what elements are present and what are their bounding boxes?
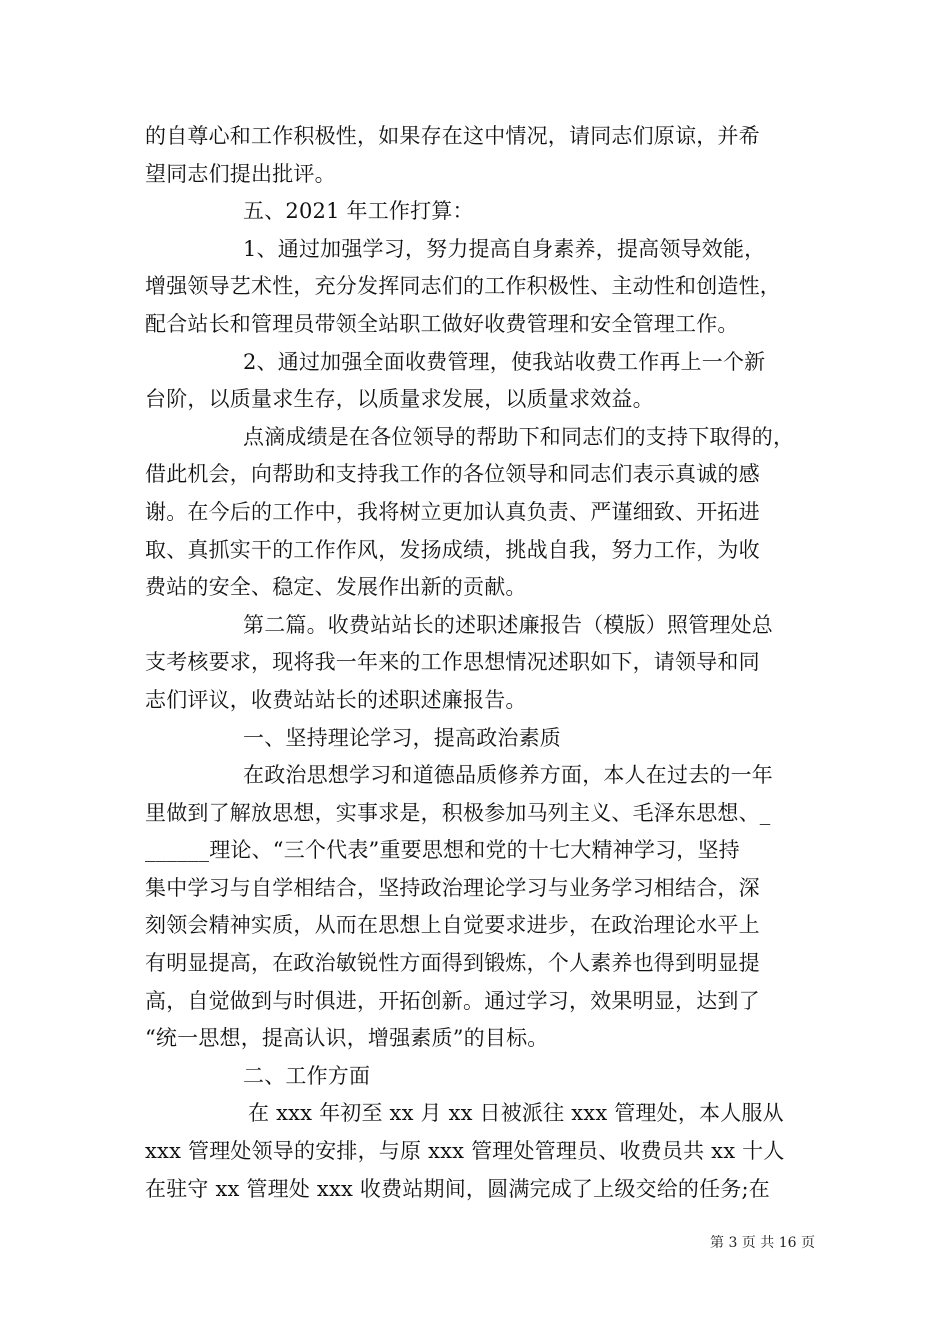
text-line: 望同志们提出批评。 xyxy=(145,161,336,186)
text-line: 配合站长和管理员带领全站职工做好收费管理和安全管理工作。 xyxy=(145,311,739,336)
text-line: 志们评议，收费站站长的述职述廉报告。 xyxy=(145,687,527,712)
text-line: 在 xxx 年初至 xx 月 xx 日被派往 xxx 管理处，本人服从 xyxy=(248,1101,784,1126)
section-heading: 五、2021 年工作打算： xyxy=(243,199,474,224)
text-line: 取、真抓实干的工作作风，发扬成绩，挑战自我，努力工作，为收 xyxy=(145,537,760,562)
page-number: 第 3 页 共 16 页 xyxy=(710,1235,815,1251)
text-line: 谢。在今后的工作中，我将树立更加认真负责、严谨细致、开拓进 xyxy=(145,499,760,524)
text-line: 台阶，以质量求生存，以质量求发展，以质量求效益。 xyxy=(145,387,654,412)
text-line: 费站的安全、稳定、发展作出新的贡献。 xyxy=(145,575,527,600)
text-line: 集中学习与自学相结合，坚持政治理论学习与业务学习相结合，深 xyxy=(145,875,760,900)
text-line: 支考核要求，现将我一年来的工作思想情况述职如下，请领导和同 xyxy=(145,650,760,675)
text-line: 在政治思想学习和道德品质修养方面，本人在过去的一年 xyxy=(243,763,773,788)
text-line: “统一思想，提高认识，增强素质”的目标。 xyxy=(145,1026,549,1051)
text-line: 有明显提高，在政治敏锐性方面得到锻炼，个人素养也得到明显提 xyxy=(145,951,760,976)
text-line: 高，自觉做到与时俱进，开拓创新。通过学习，效果明显，达到了 xyxy=(145,988,760,1013)
text-line: 刻领会精神实质，从而在思想上自觉要求进步，在政治理论水平上 xyxy=(145,913,760,938)
text-line: 在驻守 xx 管理处 xxx 收费站期间，圆满完成了上级交给的任务;在 xyxy=(145,1176,770,1201)
text-line: ______理论、“三个代表”重要思想和党的十七大精神学习，坚持 xyxy=(145,838,740,863)
text-line: 里做到了解放思想，实事求是，积极参加马列主义、毛泽东思想、_ xyxy=(145,800,771,825)
text-line: 2、通过加强全面收费管理，使我站收费工作再上一个新 xyxy=(243,349,766,374)
text-line: 借此机会，向帮助和支持我工作的各位领导和同志们表示真诚的感 xyxy=(145,462,760,487)
text-line: 点滴成绩是在各位领导的帮助下和同志们的支持下取得的， xyxy=(243,424,795,449)
text-line: 第二篇。收费站站长的述职述廉报告（模版）照管理处总 xyxy=(243,612,773,637)
section-heading: 一、坚持理论学习，提高政治素质 xyxy=(243,725,561,750)
text-line: 增强领导艺术性，充分发挥同志们的工作积极性、主动性和创造性， xyxy=(145,274,781,299)
text-line: 1、通过加强学习，努力提高自身素养，提高领导效能， xyxy=(243,236,766,261)
section-heading: 二、工作方面 xyxy=(243,1063,371,1088)
text-line: 的自尊心和工作积极性，如果存在这中情况，请同志们原谅，并希 xyxy=(145,124,760,148)
text-line: xxx 管理处领导的安排，与原 xxx 管理处管理员、收费员共 xx 十人 xyxy=(145,1139,785,1164)
document-body xyxy=(145,118,813,1208)
